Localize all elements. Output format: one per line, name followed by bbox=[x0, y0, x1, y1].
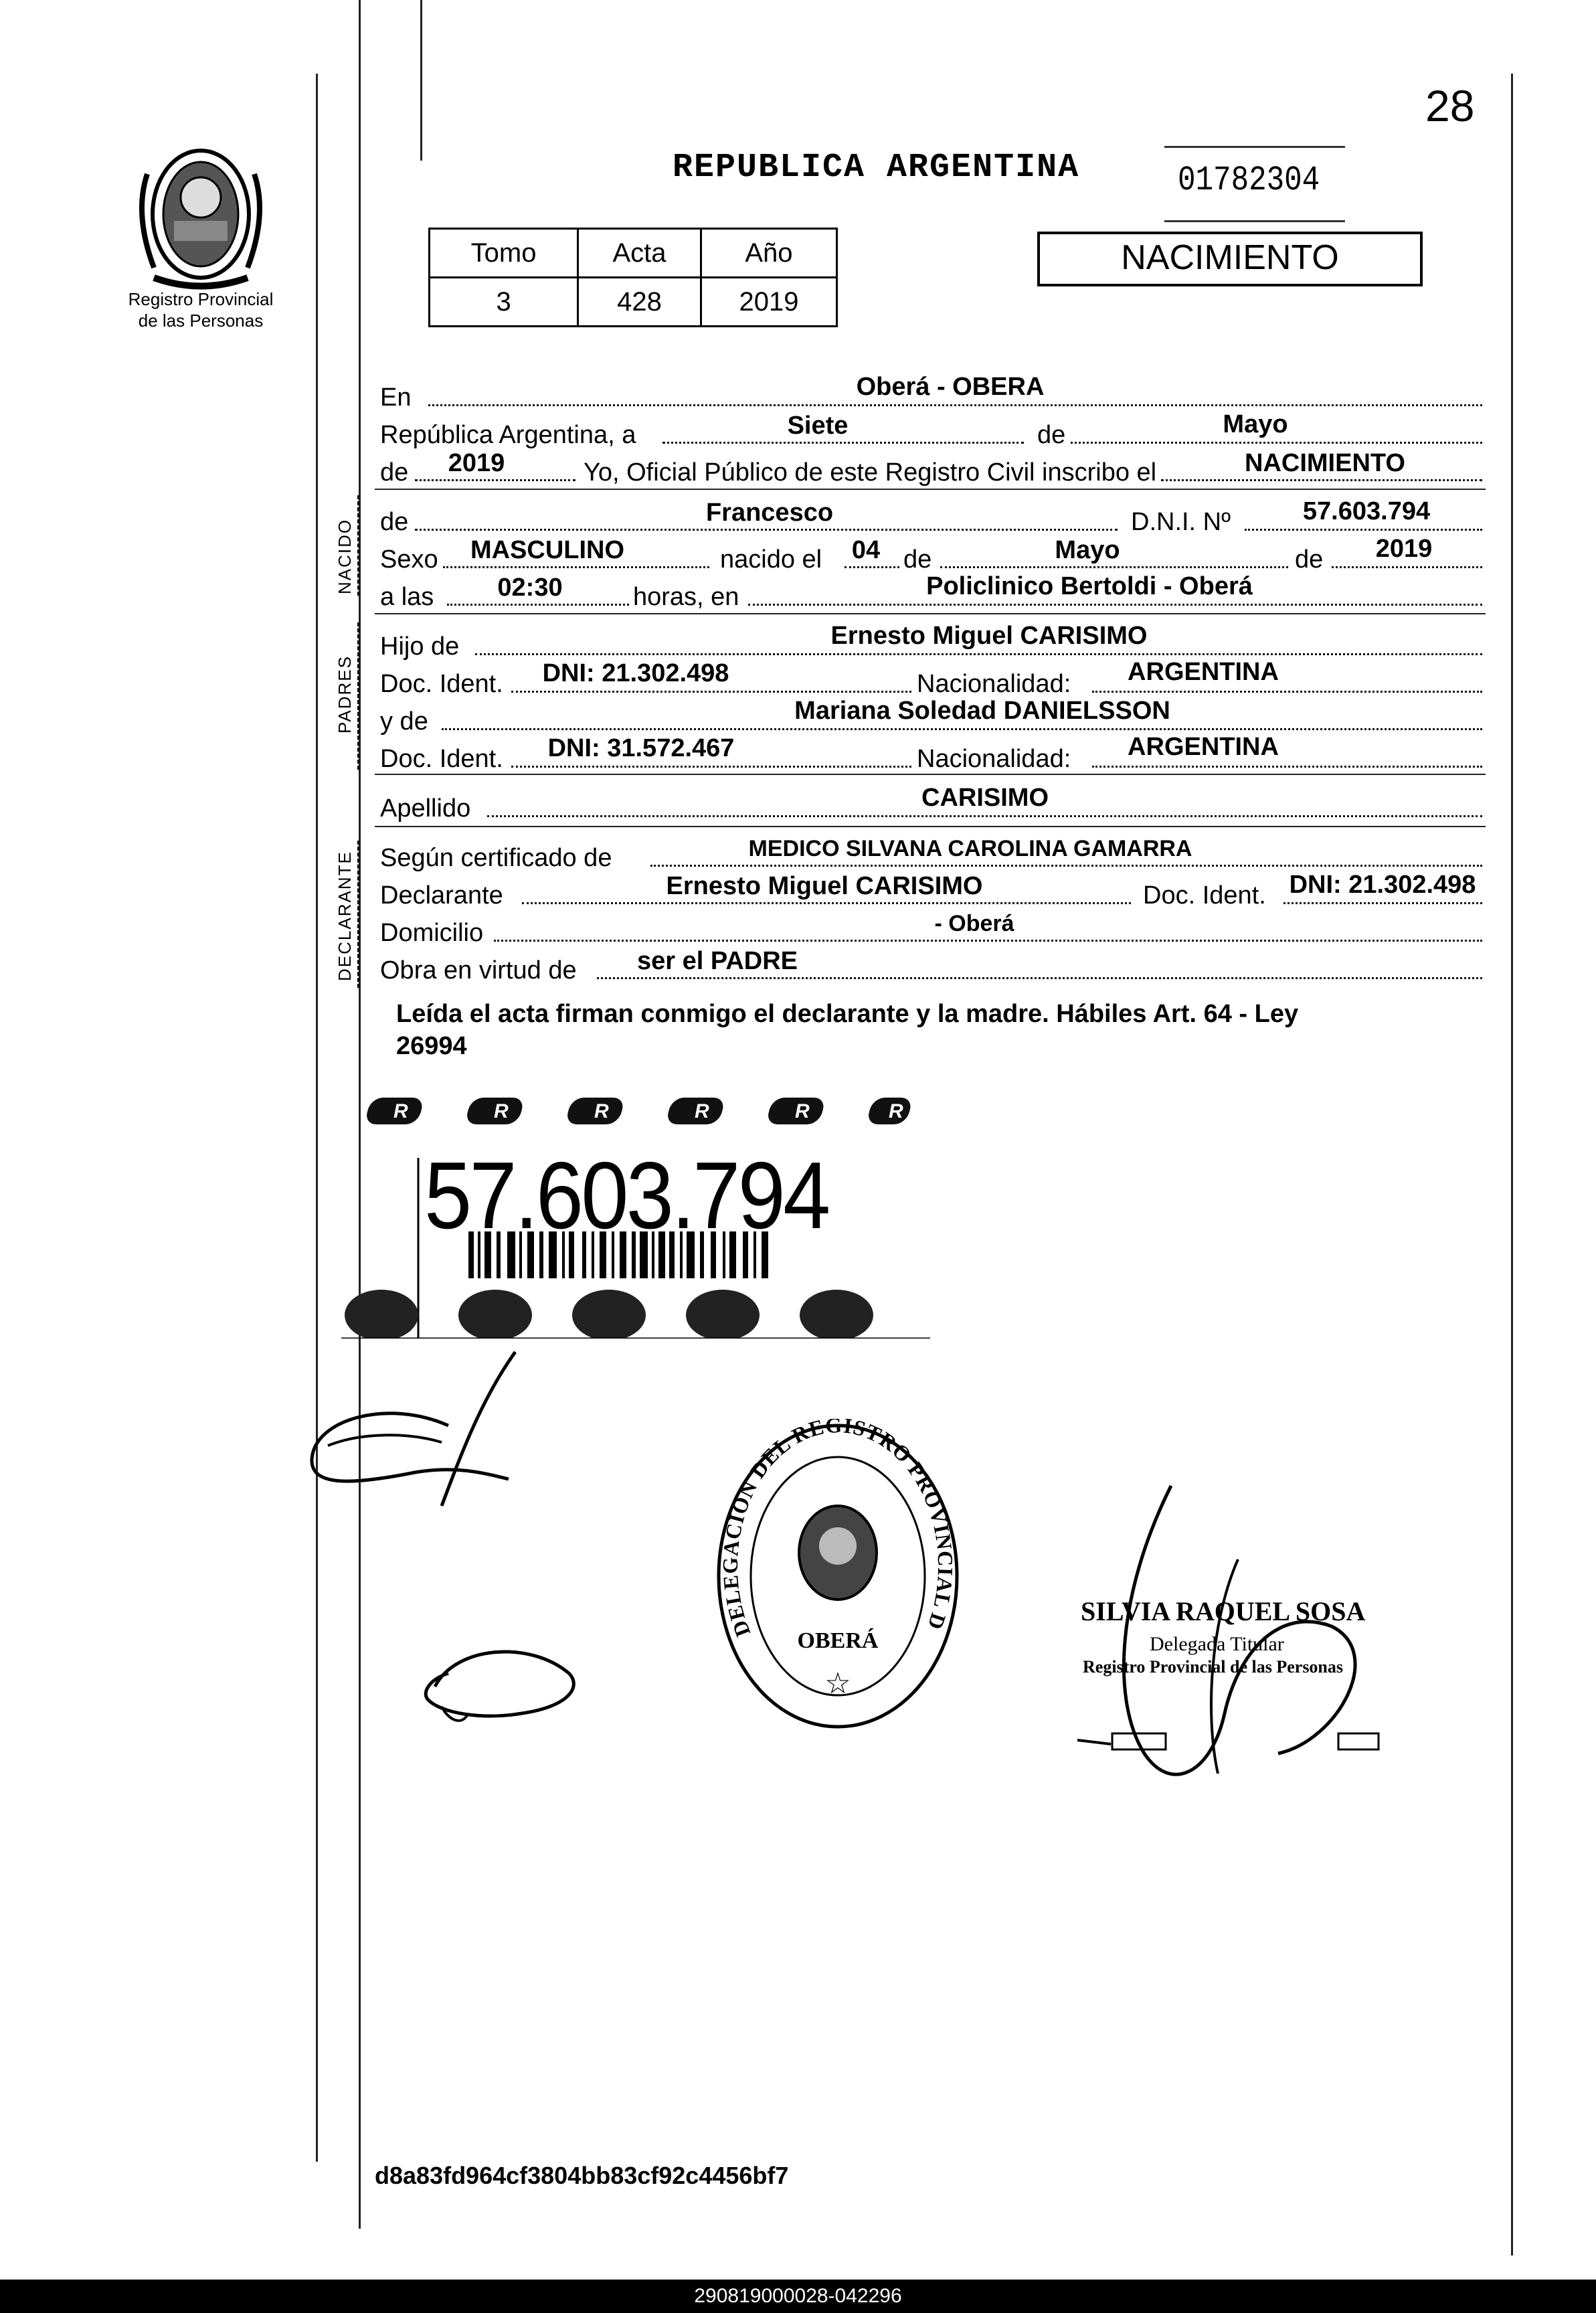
dots bbox=[662, 442, 1024, 444]
stamp-city: OBERÁ bbox=[797, 1628, 879, 1653]
delegation-stamp bbox=[711, 1419, 965, 1733]
dots bbox=[494, 940, 1482, 942]
left-punch-line bbox=[420, 0, 422, 161]
tomo-header: Tomo bbox=[430, 229, 578, 278]
place-value: Oberá - OBERA bbox=[856, 373, 1045, 401]
father-nat-value: ARGENTINA bbox=[1128, 658, 1279, 686]
hline bbox=[375, 826, 1486, 827]
dots bbox=[511, 691, 911, 693]
dots bbox=[1332, 566, 1482, 568]
sticker-number: 57.603.794 bbox=[424, 1142, 828, 1249]
dots bbox=[447, 604, 629, 606]
declarante-doc-label: Doc. Ident. bbox=[1143, 881, 1266, 910]
dots bbox=[522, 902, 1131, 904]
dni-label: D.N.I. Nº bbox=[1131, 508, 1231, 536]
declarante-doc-value: DNI: 21.302.498 bbox=[1289, 871, 1476, 899]
father-doc-value: DNI: 21.302.498 bbox=[542, 659, 729, 687]
act-value: NACIMIENTO bbox=[1245, 449, 1405, 477]
acta-header: Acta bbox=[578, 229, 701, 278]
signatory-title: Delegada Titular bbox=[1150, 1633, 1284, 1655]
country-title: REPUBLICA ARGENTINA bbox=[673, 149, 1080, 187]
nacido-de3-label: de bbox=[1295, 545, 1324, 574]
birth-place-value: Policlinico Bertoldi - Oberá bbox=[926, 572, 1253, 600]
right-border-line bbox=[1511, 74, 1513, 2255]
dots bbox=[415, 529, 1118, 531]
svg-text:R: R bbox=[594, 1100, 609, 1122]
dots bbox=[1161, 479, 1482, 481]
domicilio-label: Domicilio bbox=[380, 919, 484, 947]
domicilio-value: - Oberá bbox=[934, 911, 1014, 936]
svg-text:R: R bbox=[393, 1100, 408, 1122]
sexo-value: MASCULINO bbox=[470, 536, 625, 564]
svg-text:☆: ☆ bbox=[824, 1667, 851, 1700]
certificado-value: MEDICO SILVANA CAROLINA GAMARRA bbox=[748, 836, 1192, 861]
mother-signature bbox=[415, 1633, 589, 1733]
document-type-box: NACIMIENTO bbox=[1037, 232, 1423, 286]
dots bbox=[1092, 691, 1482, 693]
svg-text:R: R bbox=[494, 1100, 509, 1122]
hline bbox=[375, 489, 1486, 490]
dots bbox=[487, 815, 1482, 817]
mother-doc-label: Doc. Ident. bbox=[380, 745, 503, 773]
declarant-signature bbox=[308, 1345, 535, 1519]
dots bbox=[597, 977, 1482, 979]
tomo-value: 3 bbox=[430, 278, 578, 327]
father-doc-label: Doc. Ident. bbox=[380, 670, 503, 698]
hline bbox=[375, 613, 1486, 614]
vline bbox=[357, 622, 361, 770]
hijo-de-label: Hijo de bbox=[380, 632, 460, 661]
dots bbox=[1092, 766, 1482, 768]
dots bbox=[650, 865, 1482, 867]
registry-name-line2: de las Personas bbox=[138, 311, 264, 331]
serial-number: 01782304 bbox=[1178, 161, 1320, 200]
dots bbox=[475, 653, 1482, 655]
dots bbox=[415, 479, 575, 481]
birth-month-value: Mayo bbox=[1055, 536, 1120, 564]
padres-side-label: PADRES bbox=[335, 655, 355, 734]
declarante-side-label: DECLARANTE bbox=[335, 851, 355, 981]
svg-text:R: R bbox=[889, 1100, 903, 1122]
legal-note-line2: 26994 bbox=[396, 1032, 467, 1060]
svg-text:R: R bbox=[795, 1100, 810, 1122]
en-label: En bbox=[380, 383, 412, 412]
legal-note-line1: Leída el acta firman conmigo el declarante y la madre. Hábiles Art. 64 - Ley bbox=[396, 1000, 1299, 1028]
nacido-de-label: de bbox=[380, 508, 409, 536]
y-de-label: y de bbox=[380, 707, 428, 736]
dots bbox=[1071, 442, 1482, 444]
apellido-label: Apellido bbox=[380, 794, 471, 823]
de2-label: de bbox=[380, 458, 409, 487]
footer-code: 290819000028-042296 bbox=[0, 2280, 1596, 2313]
dots bbox=[442, 728, 1482, 730]
dots bbox=[845, 566, 899, 568]
mother-nat-label: Nacionalidad: bbox=[917, 745, 1071, 773]
declarante-label: Declarante bbox=[380, 881, 503, 910]
registry-name-line1: Registro Provincial bbox=[128, 289, 274, 309]
republica-label: República Argentina, a bbox=[380, 421, 636, 449]
province-seal-logo bbox=[127, 134, 274, 294]
ano-value: 2019 bbox=[701, 278, 836, 327]
document-hash: d8a83fd964cf3804bb83cf92c4456bf7 bbox=[375, 2162, 789, 2189]
birth-time-value: 02:30 bbox=[497, 574, 563, 602]
year-value: 2019 bbox=[448, 449, 505, 477]
ano-header: Año bbox=[701, 229, 836, 278]
nacido-side-label: NACIDO bbox=[335, 518, 355, 594]
dots bbox=[1283, 902, 1482, 904]
dots bbox=[428, 404, 1482, 406]
vline bbox=[357, 495, 361, 596]
dots bbox=[748, 604, 1482, 606]
certificado-label: Según certificado de bbox=[380, 844, 612, 872]
page-number: 28 bbox=[1425, 81, 1475, 131]
father-name-value: Ernesto Miguel CARISIMO bbox=[830, 622, 1148, 650]
hline bbox=[375, 774, 1486, 775]
vline bbox=[357, 841, 361, 988]
mother-doc-value: DNI: 31.572.467 bbox=[547, 734, 735, 762]
mother-nat-value: ARGENTINA bbox=[1128, 733, 1279, 761]
birth-year-value: 2019 bbox=[1375, 535, 1433, 563]
obra-value: ser el PADRE bbox=[636, 947, 798, 975]
stamp-ring-text: DELEGACION DEL REGISTRO PROVINCIAL D bbox=[717, 1419, 958, 1640]
svg-text:R: R bbox=[695, 1100, 709, 1122]
horas-label: horas, en bbox=[633, 583, 739, 611]
signatory-org: Registro Provincial de las Personas bbox=[1083, 1657, 1344, 1677]
sexo-label: Sexo bbox=[380, 545, 438, 574]
obra-label: Obra en virtud de bbox=[380, 956, 577, 984]
father-nat-label: Nacionalidad: bbox=[917, 670, 1071, 698]
signatory-name: SILVIA RAQUEL SOSA bbox=[1081, 1596, 1366, 1626]
declarante-name-value: Ernesto Miguel CARISIMO bbox=[666, 872, 983, 900]
day-word-value: Siete bbox=[787, 412, 849, 440]
birth-day-value: 04 bbox=[851, 536, 881, 564]
nacido-el-label: nacido el bbox=[720, 545, 822, 574]
alas-label: a las bbox=[380, 583, 434, 611]
nacido-de2-label: de bbox=[903, 545, 932, 574]
dots bbox=[940, 566, 1288, 568]
left-border-line bbox=[316, 74, 318, 2162]
acta-value: 428 bbox=[578, 278, 701, 327]
dots bbox=[511, 766, 911, 768]
dots bbox=[1245, 529, 1482, 531]
dots bbox=[443, 566, 709, 568]
month-value: Mayo bbox=[1223, 410, 1288, 438]
de-label: de bbox=[1037, 421, 1066, 449]
mother-name-value: Mariana Soledad DANIELSSON bbox=[794, 697, 1170, 725]
apellido-value: CARISIMO bbox=[921, 784, 1049, 812]
yo-label: Yo, Oficial Público de este Registro Civil inscribo el bbox=[584, 458, 1157, 487]
child-name-value: Francesco bbox=[705, 499, 834, 527]
tomo-acta-ano-table bbox=[428, 228, 838, 327]
child-dni-value: 57.603.794 bbox=[1302, 497, 1431, 525]
